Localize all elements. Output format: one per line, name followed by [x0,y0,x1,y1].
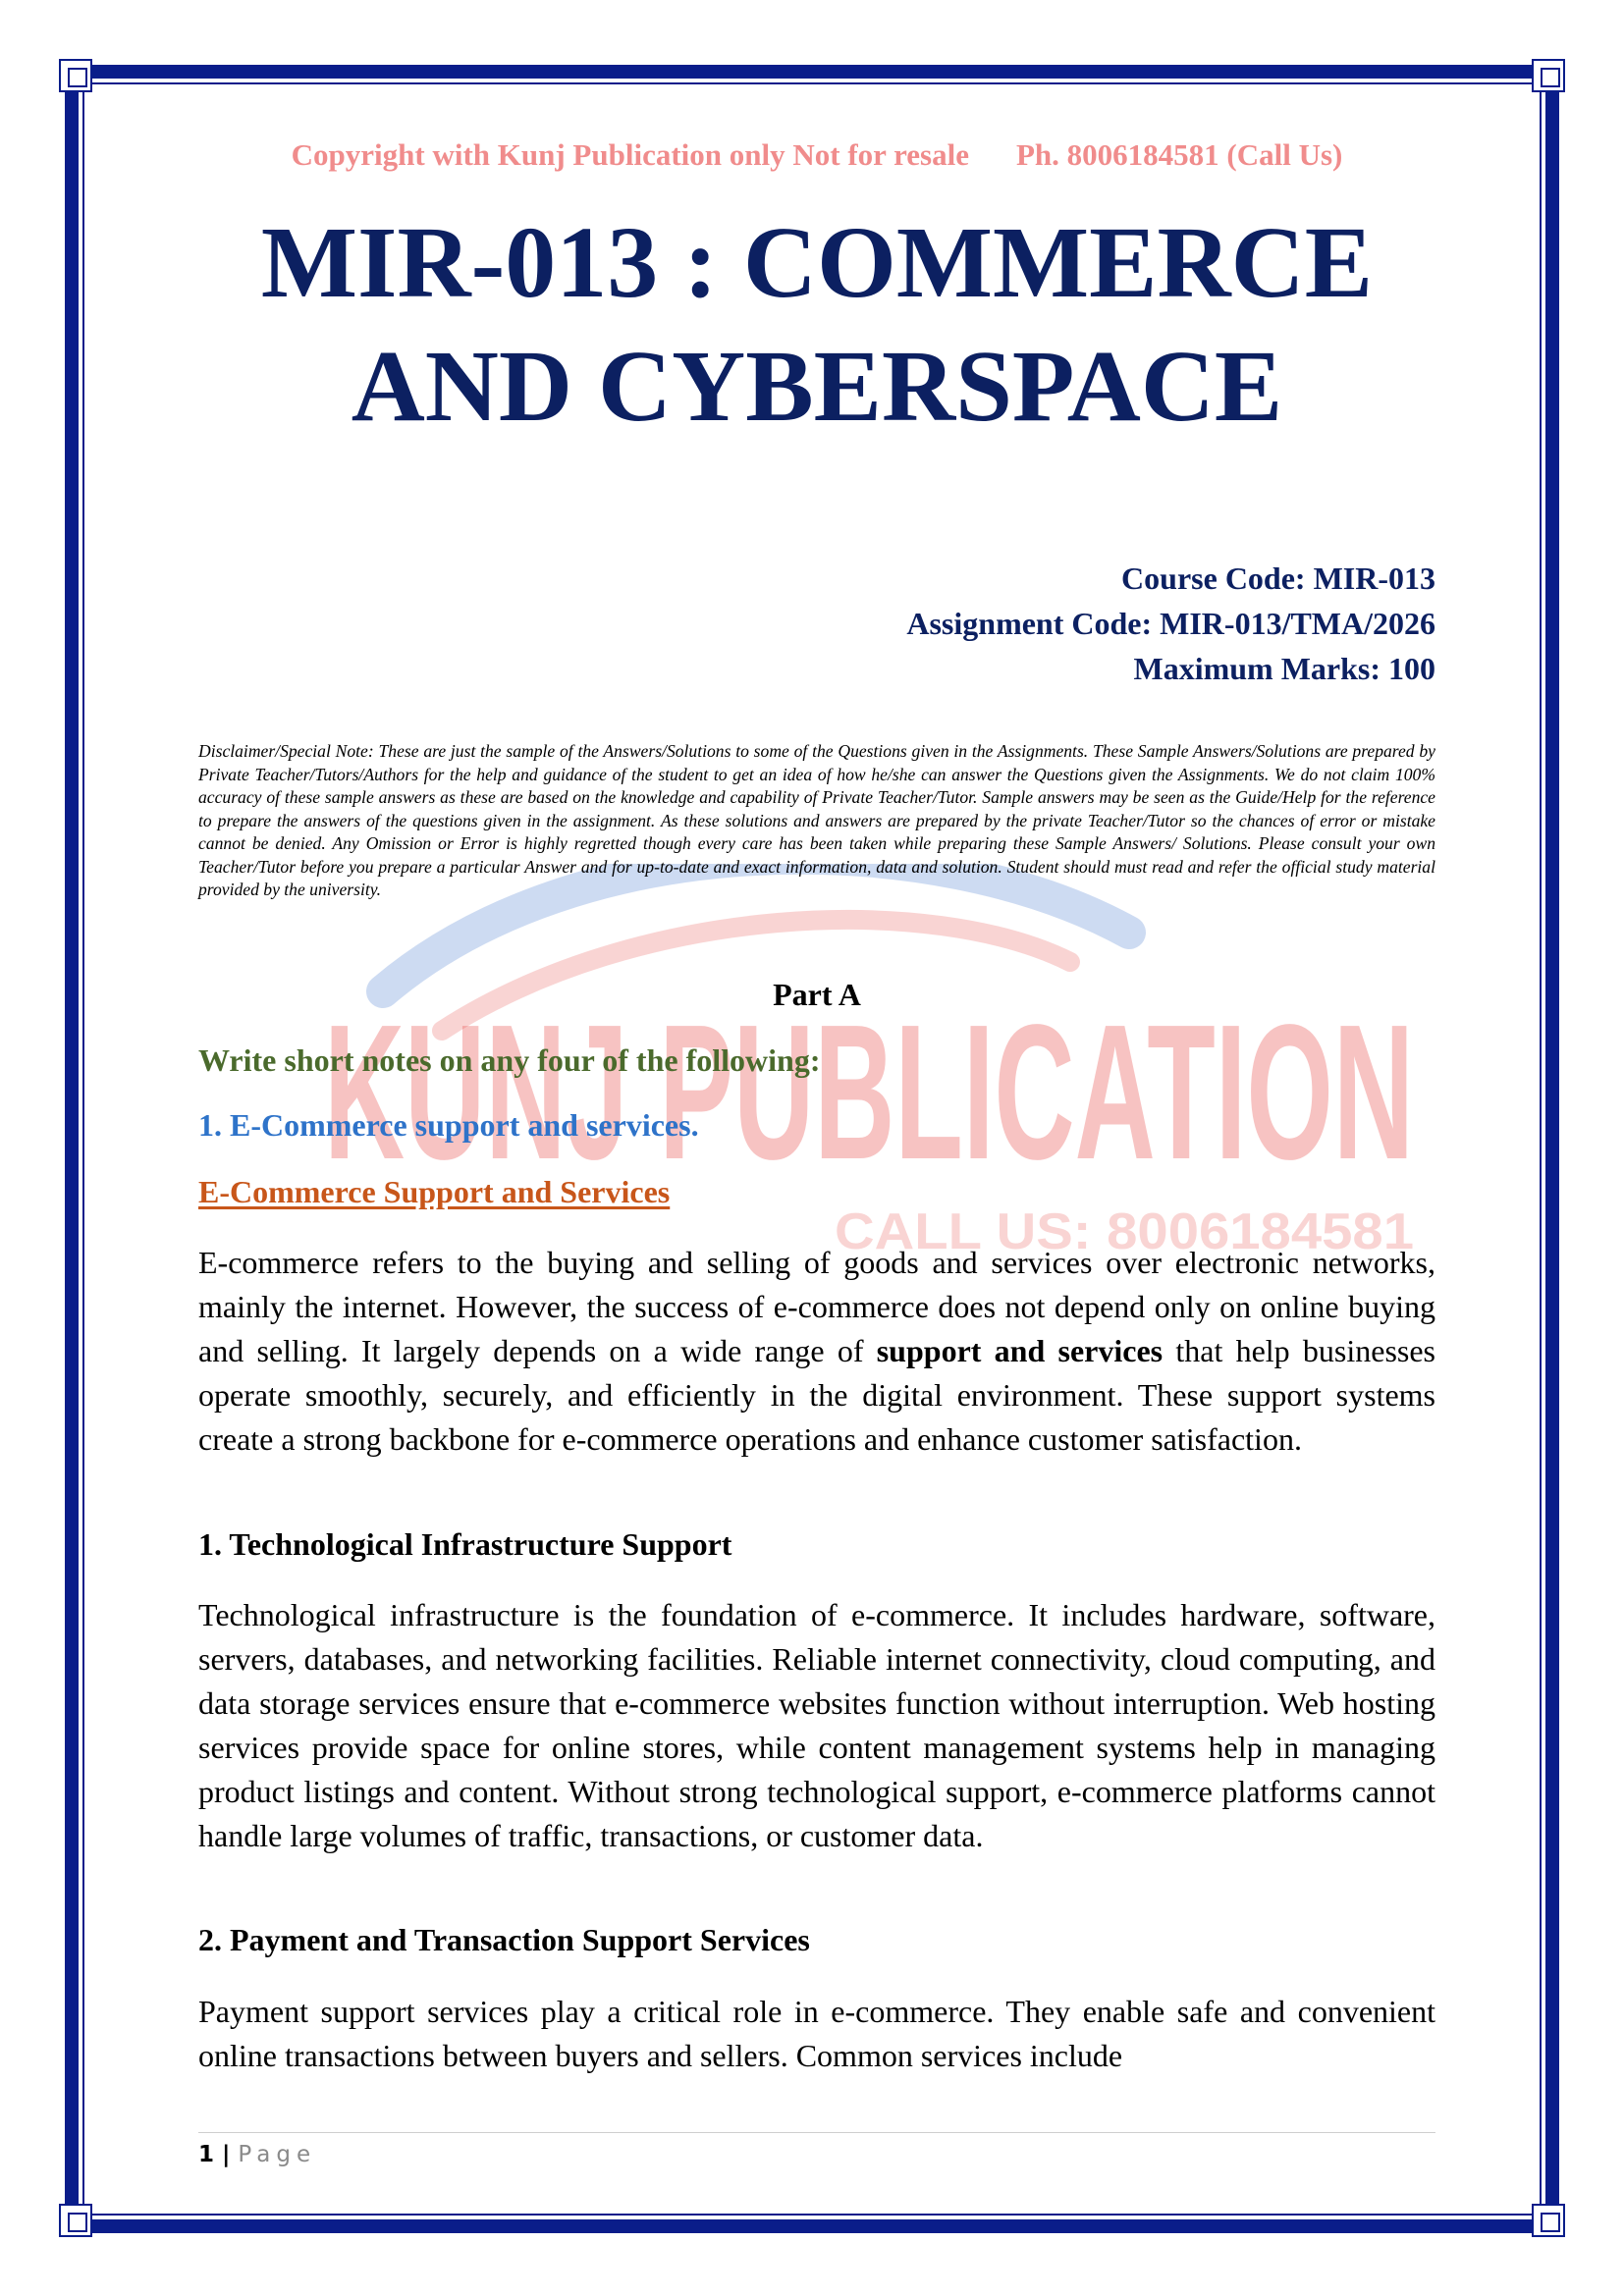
section-heading: E-Commerce Support and Services [198,1174,671,1209]
instruction-text: Write short notes on any four of the following: [198,1042,821,1078]
page-label: Page [238,2142,317,2167]
footer-divider [198,2132,1435,2133]
watermark-brand-text: KUNJ PUBLICATION [324,985,1414,1200]
part-heading: Part A [773,977,861,1012]
intro-text-bold: support and services [876,1333,1164,1368]
watermark-call-text: CALL US: 8006184581 [835,1203,1414,1260]
paragraph-payment-services: Payment support services play a critical role in e-commerce. They enable safe and convenient online transactions between buyers and sellers. Common services include [198,1994,1435,2073]
subheading-payment-services: 2. Payment and Transaction Support Services [198,1922,810,1957]
title-line-2: AND CYBERSPACE [351,330,1283,443]
title-line-1: MIR-013 : COMMERCE [260,206,1374,319]
intro-text-after: that help businesses operate smoothly, securely, and efficiently in the digital environment. These support systems create a strong backbone for e-commerce operations and enhance customer satisfaction. [198,1333,1436,1457]
corner-ornament-top-left [59,59,92,92]
corner-ornament-bottom-right [1532,2204,1565,2237]
assignment-meta [906,556,1435,691]
document-title [198,201,1435,449]
copyright-text: Copyright with Kunj Publication only Not for resale [291,137,969,172]
course-code: Course Code: MIR-013 [1121,561,1435,596]
corner-ornament-top-right [1532,59,1565,92]
assignment-code: Assignment Code: MIR-013/TMA/2026 [906,606,1435,641]
subheading-technological-infrastructure: 1. Technological Infrastructure Support [198,1526,732,1562]
maximum-marks: Maximum Marks: 100 [1133,651,1435,686]
intro-paragraph [198,1241,1435,1462]
page-number: 1 [198,2142,215,2167]
copyright-line [198,137,1435,173]
page-footer [198,2142,316,2167]
intro-text-before: E-commerce refers to the buying and selling of goods and services over electronic networks, mainly the internet. However, the success of e-commerce does not depend only on online buying and selling. It largely depends on a wide range of [198,1245,1435,1368]
disclaimer-note: Disclaimer/Special Note: These are just the sample of the Answers/Solutions to some of the Questions given in the Assignments. These Sample Answers/Solutions are prepared by Private Teacher/Tutors/Authors for the help and guidance of the student to get an idea of how he/she can answer the Questions given the Assignments. We do not claim 100% accuracy of these sample answers as these are based on the knowledge and capability of Private Teacher/Tutor. Sample answers may be seen as the Guide/Help for the reference to prepare the answers of the questions given in the assignment. As these solutions and answers are prepared by the private Teacher/Tutor so the chances of error or mistake cannot be denied. Any Omission or Error is highly regretted though every care has been taken while preparing these Sample Answers/ Solutions. Please consult your own Teacher/Tutor before you prepare a particular Answer and for up-to-date and exact information, data and solution. Student should must read and refer the official study material provided by the university. [198,741,1435,899]
phone-text: Ph. 8006184581 (Call Us) [1015,137,1343,172]
corner-ornament-bottom-left [59,2204,92,2237]
footer-separator: | [222,2142,231,2167]
paragraph-technological-infrastructure: Technological infrastructure is the foundation of e-commerce. It includes hardware, software, servers, databases, and networking facilities. Reliable internet connectivity, cloud computing, and data storage services ensure that e-commerce websites function without interruption. Web hosting services provide space for online stores, while content management systems help in managing product listings and content. Without strong technological support, e-commerce platforms cannot handle large volumes of traffic, transactions, or customer data. [198,1597,1435,1853]
question-heading: 1. E-Commerce support and services. [198,1107,699,1143]
